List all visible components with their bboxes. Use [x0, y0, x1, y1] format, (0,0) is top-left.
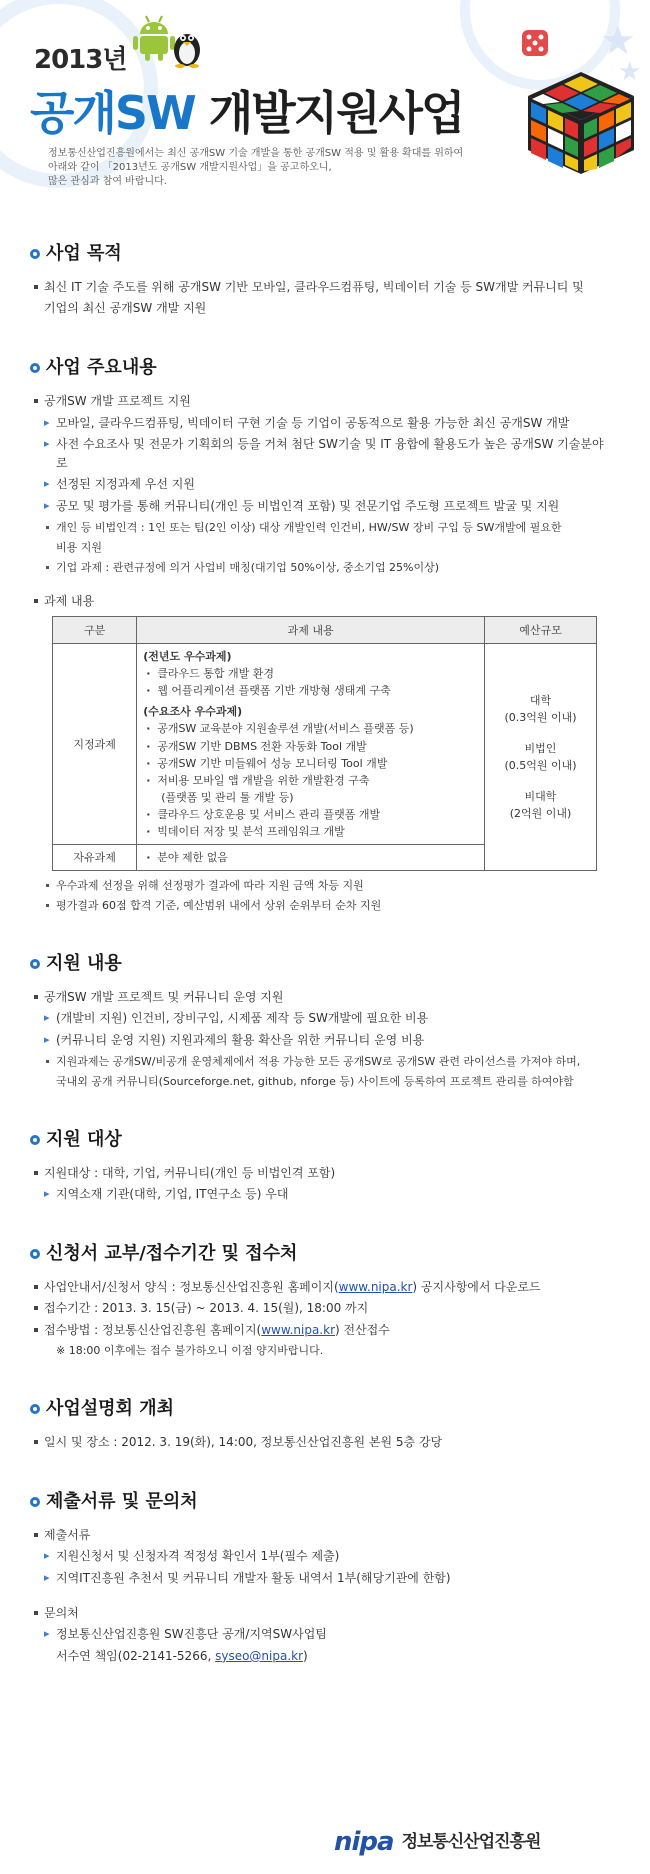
- title-dark: 개발지원사업: [208, 86, 464, 140]
- table-cell-category: 지정과제: [53, 644, 137, 845]
- content: [30, 240, 615, 1701]
- text-span: 서수연 책임(02-2141-5266,: [56, 1648, 216, 1663]
- section-title-text: 사업 주요내용: [46, 357, 157, 379]
- text-span: ): [303, 1648, 308, 1663]
- text-line: ▸ 공모 및 평가를 통해 커뮤니티(개인 등 비법인격 포함) 및 전문기업 주도형 프로젝트 발굴 및 지원: [30, 497, 615, 516]
- text-line: 공개SW 개발 프로젝트 지원: [30, 392, 615, 411]
- circle-bullet-icon: [30, 1135, 40, 1145]
- budget-amount: (0.5억원 이내): [504, 759, 577, 773]
- text-line: [30, 1647, 615, 1666]
- section-docs: [30, 1488, 615, 1665]
- text-line: ▸ (커뮤니티 운영 지원) 지원과제의 활용 확산을 위한 커뮤니티 운영 비용: [30, 1031, 615, 1050]
- table-cell-items: [137, 644, 485, 845]
- title-blue: 공개SW: [30, 86, 195, 140]
- intro-text: [48, 147, 488, 189]
- organization-name: 정보통신산업진흥원: [401, 1831, 541, 1852]
- task-item: · 공개SW 교육분야 지원솔루션 개발(서비스 플랫폼 등): [143, 720, 478, 737]
- text-line: ▸ 지역IT진흥원 추천서 및 커뮤니티 개발자 활동 내역서 1부(해당기관에 한함): [30, 1569, 615, 1588]
- budget-entry: [486, 692, 595, 726]
- budget-who: 비법인: [524, 742, 557, 755]
- section-briefing: [30, 1395, 615, 1451]
- text-line: 개인 등 비법인격 : 1인 또는 팀(2인 이상) 대상 개발인력 인건비, HW/SW 장비 구입 등 SW개발에 필요한: [30, 519, 615, 536]
- header-banner: [0, 0, 650, 215]
- text-span: 접수방법 : 정보통신산업진흥원 홈페이지(: [44, 1322, 262, 1337]
- section-title-text: 지원 내용: [46, 952, 122, 974]
- budget-entry: [486, 740, 595, 774]
- text-line: 지원과제는 공개SW/비공개 운영체제에서 적용 가능한 모든 공개SW로 공개SW 관련 라이선스를 가져야 하며,: [30, 1053, 615, 1070]
- section-title-text: 사업설명회 개최: [46, 1398, 174, 1420]
- table-cell-category: 자유과제: [53, 844, 137, 870]
- section-title-text: 사업 목적: [46, 243, 122, 264]
- text-line: ▸ 모바일, 클라우드컴퓨팅, 빅데이터 구현 기술 등 기업이 공동적으로 활용 가능한 최신 공개SW 개발: [30, 414, 615, 433]
- group-title: (전년도 우수과제): [143, 650, 232, 664]
- text-line: [30, 1278, 615, 1297]
- text-line: 우수과제 선정을 위해 선정평가 결과에 따라 지원 금액 차등 지원: [30, 877, 615, 894]
- task-item-cont: (플랫폼 및 관리 툴 개발 등): [161, 790, 294, 804]
- circle-bullet-icon: [30, 249, 40, 259]
- text-line: ▸ 사전 수요조사 및 전문가 기획회의 등을 거쳐 첨단 SW기술 및 IT 융합에 활용도가 높은 공개SW 기술분야로: [30, 435, 615, 472]
- section-title: [30, 1126, 615, 1154]
- section-title: [30, 1488, 615, 1516]
- task-item: · 웹 어플리케이션 플랫폼 기반 개방형 생태계 구축: [143, 682, 478, 699]
- nipa-homepage-link[interactable]: www.nipa.kr: [338, 1279, 413, 1294]
- dice-icon: [520, 28, 550, 58]
- task-item: · 공개SW 기반 미들웨어 성능 모니터링 Tool 개발: [143, 755, 478, 772]
- text-span: ) 전산접수: [335, 1322, 390, 1337]
- text-line: [30, 475, 615, 494]
- tasks-label: 과제 내용: [30, 592, 615, 611]
- section-apply: [30, 1240, 615, 1360]
- task-item: · 공개SW 기반 DBMS 전환 자동화 Tool 개발: [143, 738, 478, 755]
- linux-penguin-icon: [170, 26, 204, 68]
- text-line: 문의처: [30, 1604, 615, 1623]
- text-line: ▸ 지역소재 기관(대학, 기업, IT연구소 등) 우대: [30, 1185, 615, 1204]
- text-line: [30, 1321, 615, 1340]
- budget-who: 대학: [529, 693, 552, 707]
- task-item: · 클라우드 통합 개발 환경: [143, 665, 478, 682]
- task-item: · 빅데이터 저장 및 분석 프레임워크 개발: [143, 823, 478, 840]
- section-target: [30, 1126, 615, 1204]
- text-line: ▸ (개발비 지원) 인건비, 장비구입, 시제품 제작 등 SW개발에 필요한 비용: [30, 1009, 615, 1028]
- section-support: [30, 950, 615, 1090]
- section-title: [30, 950, 615, 978]
- budget-amount: (2억원 이내): [509, 807, 572, 821]
- table-header: 예산규모: [484, 617, 596, 644]
- text-line: 지원대상 : 대학, 기업, 커뮤니티(개인 등 비법인격 포함): [30, 1164, 615, 1183]
- nipa-logo-text: nipa: [334, 1827, 394, 1857]
- table-cell-budget: [484, 644, 596, 871]
- circle-bullet-icon: [30, 959, 40, 969]
- section-main: [30, 354, 615, 914]
- section-title: [30, 1240, 615, 1268]
- section-title-text: 제출서류 및 문의처: [46, 1490, 198, 1512]
- table-cell-items: [137, 844, 485, 870]
- section-title: [30, 240, 615, 268]
- tasks-table: [52, 616, 597, 871]
- intro-line: 아래와 같이 「2013년도 공개SW 개발지원사업」을 공고하오니,: [48, 162, 332, 173]
- section-title-text: 지원 대상: [46, 1128, 122, 1150]
- text-line: 기업 과제 : 관련규정에 의거 사업비 매칭(대기업 50%이상, 중소기업 25%이상): [30, 559, 615, 576]
- circle-bullet-icon: [30, 1404, 40, 1414]
- budget-who: 비대학: [524, 790, 557, 804]
- text-line: 최신 IT 기술 주도를 위해 공개SW 기반 모바일, 클라우드컴퓨팅, 빅데이터 기술 등 SW개발 커뮤니티 및: [30, 278, 615, 297]
- year-label: 2013년: [34, 45, 127, 75]
- star-icon: ★: [600, 18, 636, 64]
- circle-bullet-icon: [30, 1497, 40, 1507]
- text-line: 평가결과 60점 합격 기준, 예산범위 내에서 상위 순위부터 순차 지원: [30, 897, 615, 914]
- text-line: 공개SW 개발 프로젝트 및 커뮤니티 운영 지원: [30, 988, 615, 1007]
- text-line: 국내외 공개 커뮤니티(Sourceforge.net, github, nforge 등) 사이트에 등록하여 프로젝트 관리를 하여야함: [56, 1074, 574, 1088]
- circle-bullet-icon: [30, 363, 40, 373]
- contact-email-link[interactable]: syseo@nipa.kr: [215, 1648, 304, 1663]
- task-item: · 분야 제한 없음: [143, 849, 478, 866]
- text-line: ▸ 정보통신산업진흥원 SW진흥단 공개/지역SW사업팀: [30, 1625, 615, 1644]
- text-line: 접수기간 : 2013. 3. 15(금) ~ 2013. 4. 15(월), 18:00 까지: [30, 1299, 615, 1318]
- task-item: · 저비용 모바일 앱 개발을 위한 개발환경 구축: [143, 772, 478, 789]
- task-item: · 클라우드 상호운용 및 서비스 관리 플랫폼 개발: [143, 806, 478, 823]
- star-icon: ★: [618, 57, 642, 87]
- table-header: 과제 내용: [137, 617, 485, 644]
- table-header: 구분: [53, 617, 137, 644]
- text-line: ▸ 지원신청서 및 신청자격 적정성 확인서 1부(필수 제출): [30, 1547, 615, 1566]
- page-title: [30, 78, 463, 149]
- notice-text: ※ 18:00 이후에는 접수 불가하오니 이점 양지바랍니다.: [56, 1344, 324, 1358]
- section-title-text: 신청서 교부/접수기간 및 접수처: [46, 1242, 298, 1264]
- nipa-homepage-link[interactable]: www.nipa.kr: [261, 1322, 335, 1337]
- text-line: 제출서류: [30, 1526, 615, 1545]
- budget-amount: (0.3억원 이내): [504, 710, 577, 724]
- text-line: 일시 및 장소 : 2012. 3. 19(화), 14:00, 정보통신산업진흥원 본원 5층 강당: [30, 1433, 615, 1452]
- section-title: [30, 1395, 615, 1423]
- section-purpose: [30, 240, 615, 318]
- nipa-logo: [334, 1822, 540, 1862]
- section-title: [30, 354, 615, 382]
- text-span: 사업안내서/신청서 양식 : 정보통신산업진흥원 홈페이지(: [44, 1279, 339, 1294]
- budget-entry: [486, 788, 595, 822]
- intro-line: 정보통신산업진흥원에서는 최신 공개SW 기술 개발을 통한 공개SW 적용 및 활용 확대를 위하여: [48, 148, 464, 159]
- text-span: 선정된 지정과제 우선 지원: [56, 477, 195, 492]
- text-line: 기업의 최신 공개SW 개발 지원: [44, 301, 207, 316]
- text-line: 비용 지원: [56, 540, 103, 554]
- text-span: ) 공지사항에서 다운로드: [412, 1279, 541, 1294]
- circle-bullet-icon: [30, 1249, 40, 1259]
- intro-line: 많은 관심과 참여 바랍니다.: [48, 176, 167, 187]
- group-title: (수요조사 우수과제): [143, 705, 243, 719]
- rubik-cube-icon: [522, 66, 640, 178]
